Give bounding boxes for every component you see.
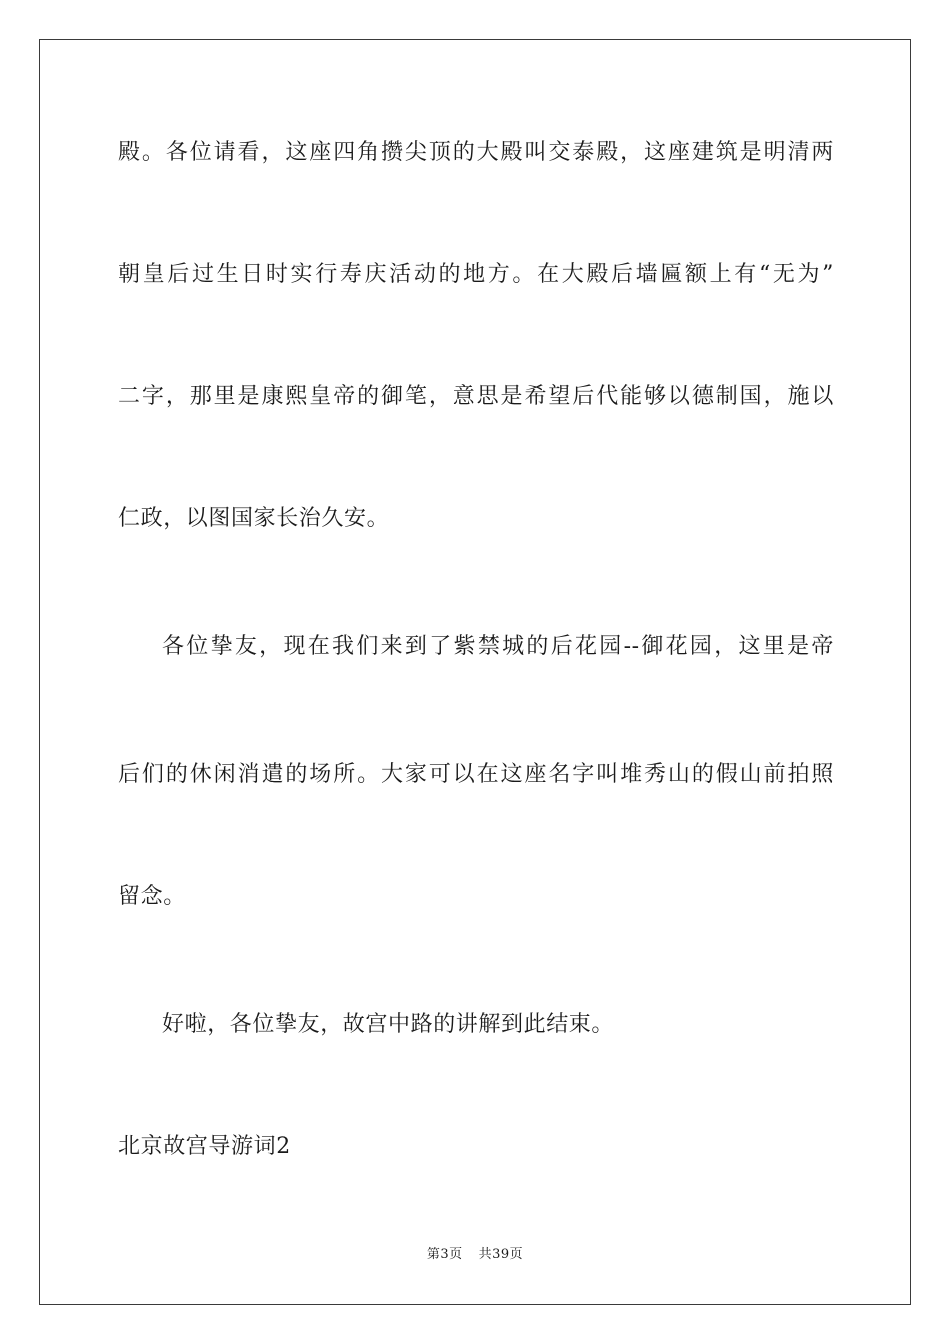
body-line-2: 朝皇后过生日时实行寿庆活动的地方。在大殿后墙匾额上有“无为” [118, 262, 834, 287]
body-line-4: 仁政，以图国家长治久安。 [118, 506, 390, 531]
body-line-5: 各位挚友，现在我们来到了紫禁城的后花园--御花园，这里是帝 [162, 634, 834, 659]
body-line-3: 二字，那里是康熙皇帝的御笔，意思是希望后代能够以德制国，施以 [118, 384, 834, 409]
body-line-7: 留念。 [118, 884, 186, 909]
body-line-6: 后们的休闲消遣的场所。大家可以在这座名字叫堆秀山的假山前拍照 [118, 762, 834, 787]
page-footer [0, 1246, 950, 1264]
page-total: 共39页 [478, 1247, 524, 1262]
page-number: 第3页 [426, 1247, 463, 1262]
page-border [39, 39, 911, 1305]
body-line-1: 殿。各位请看，这座四角攒尖顶的大殿叫交泰殿，这座建筑是明清两 [118, 140, 834, 165]
body-line-8: 好啦，各位挚友，故宫中路的讲解到此结束。 [162, 1012, 615, 1037]
section-heading: 北京故宫导游词2 [118, 1134, 291, 1159]
